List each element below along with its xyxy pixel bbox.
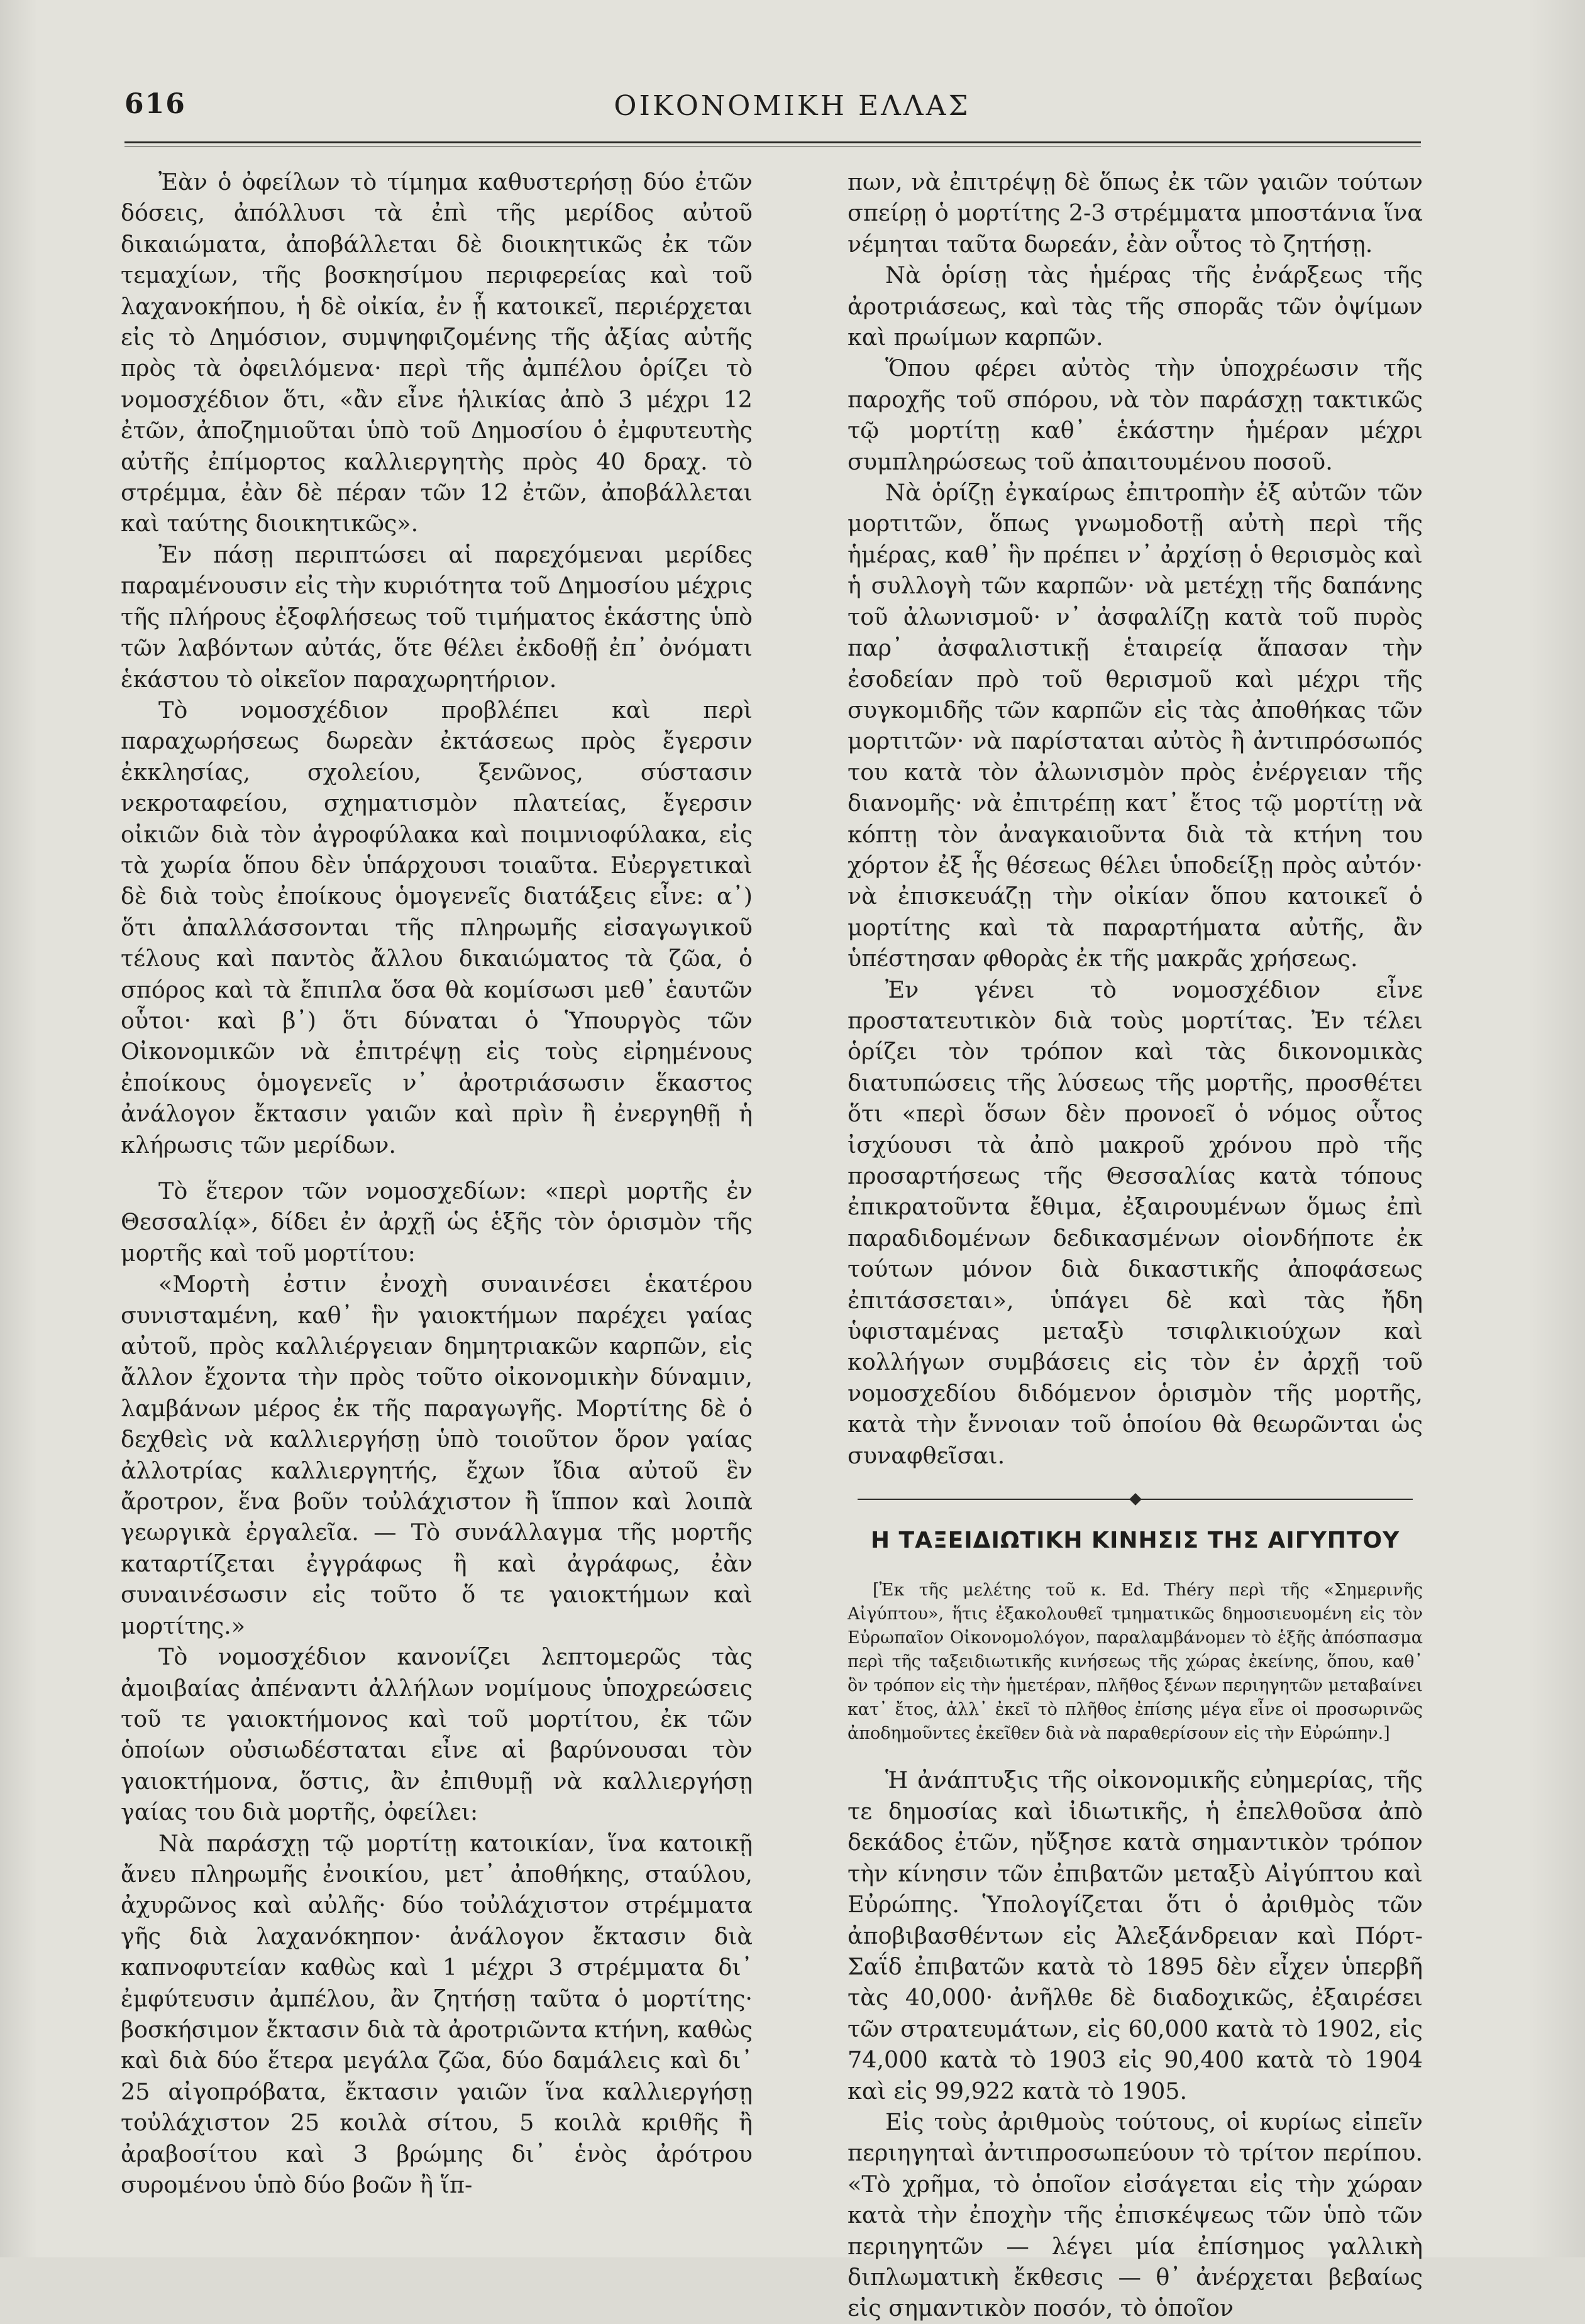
paragraph: Τὸ νομοσχέδιον προβλέπει καὶ περὶ παραχωρήσεως δωρεὰν ἐκτάσεως πρὸς ἔγερσιν ἐκκλησίας, σχολείου, ξενῶνος, σύστασιν νεκροταφείου, σχηματισμὸν πλατείας, ἔγερσιν οἰκιῶν διὰ τὸν ἀγροφύλακα καὶ ποιμνιοφύλακα, εἰς τὰ χωρία ὅπου δὲν ὑπάρχουσι τοιαῦτα. Εὐεργετικαὶ δὲ διὰ τοὺς ἐποίκους ὁμογενεῖς διατάξεις εἶνε: α᾽) ὅτι ἀπαλλάσσονται τῆς πληρωμῆς εἰσαγωγικοῦ τέλους καὶ παντὸς ἄλλου δικαιώματος τὰ ζῶα, ὁ σπόρος καὶ τὰ ἔπιπλα ὅσα θὰ κομίσωσι μεθ᾽ ἑαυτῶν οὗτοι· καὶ β᾽) ὅτι δύναται ὁ Ὑπουργὸς τῶν Οἰκονομικῶν νὰ ἐπιτρέψῃ εἰς τοὺς εἰρημένους ἐποίκους ὁμογενεῖς ν᾽ ἀροτριάσωσιν ἕκαστος ἀνάλογον ἔκτασιν γαιῶν καὶ πρὶν ἢ ἐνεργηθῇ ἡ κλήρωσις τῶν μερίδων.	[121, 696, 753, 1159]
quoted-definition: «Μορτὴ ἐστιν ἐνοχὴ συναινέσει ἑκατέρου συνισταμένη, καθ᾽ ἣν γαιοκτήμων παρέχει γαίας αὐτοῦ, πρὸς καλλιέργειαν δημητριακῶν καρπῶν, εἰς ἄλλον ἔχοντα τὴν πρὸς τοῦτο οἰκονομικὴν δύναμιν, λαμβάνων μέρος ἐκ τῆς παραγωγῆς. Μορτίτης δὲ ὁ δεχθεὶς νὰ καλλιεργήσῃ ὑπὸ τοιοῦτον ὅρον γαίας ἀλλοτρίας καλλιεργητής, ἔχων ἴδια αὐτοῦ ἓν ἄροτρον, ἕνα βοῦν τοὐλάχιστον ἢ ἵππον καὶ λοιπὰ γεωργικὰ ἐργαλεῖα. — Τὸ συνάλλαγμα τῆς μορτῆς καταρτίζεται ἐγγράφως ἢ καὶ ἀγράφως, ἐὰν συναινέσωσιν εἰς τοῦτο ὅ τε γαιοκτήμων καὶ μορτίτης.»	[121, 1270, 753, 1639]
left-column	[121, 167, 753, 2210]
paragraph: Ἐὰν ὁ ὀφείλων τὸ τίμημα καθυστερήσῃ δύο ἐτῶν δόσεις, ἀπόλλυσι τὰ ἐπὶ τῆς μερίδος αὐτοῦ δικαιώματα, ἀποβάλλεται δὲ διοικητικῶς ἐκ τῶν τεμαχίων, τῆς βοσκησίμου περιφερείας καὶ τοῦ λαχανοκήπου, ἡ δὲ οἰκία, ἐν ᾗ κατοικεῖ, περιέρχεται εἰς τὸ Δημόσιον, συμψηφιζομένης τῆς ἀξίας αὐτῆς πρὸς τὰ ὀφειλόμενα· περὶ τῆς ἀμπέλου ὁρίζει τὸ νομοσχέδιον ὅτι, «ἂν εἶνε ἡλικίας ἀπὸ 3 μέχρι 12 ἐτῶν, ἀποζημιοῦται ὑπὸ τοῦ Δημοσίου ὁ ἐμφυτευτὴς αὐτῆς ἐπίμορτος καλλιεργητὴς πρὸς 40 δραχ. τὸ στρέμμα, ἐὰν δὲ πέραν τῶν 12 ἐτῶν, ἀποβάλλεται καὶ ταύτης διοικητικῶς».	[121, 168, 753, 537]
paragraph: Νὰ ὁρίζῃ ἐγκαίρως ἐπιτροπὴν ἐξ αὐτῶν τῶν μορτιτῶν, ὅπως γνωμοδοτῇ αὐτὴ περὶ τῆς ἡμέρας, καθ᾽ ἣν πρέπει ν᾽ ἀρχίσῃ ὁ θερισμὸς καὶ ἡ συλλογὴ τῶν καρπῶν· νὰ μετέχῃ τῆς δαπάνης τοῦ ἀλωνισμοῦ· ν᾽ ἀσφαλίζῃ κατὰ τοῦ πυρὸς παρ᾽ ἀσφαλιστικῇ ἑταιρείᾳ ἅπασαν τὴν ἐσοδείαν πρὸ τοῦ θερισμοῦ καὶ μέχρι τῆς συγκομιδῆς τῶν καρπῶν εἰς τὰς ἀποθήκας τῶν μορτιτῶν· νὰ παρίσταται αὐτὸς ἢ ἀντιπρόσωπός του κατὰ τὸν ἀλωνισμὸν πρὸς ἐνέργειαν τῆς διανομῆς· νὰ ἐπιτρέπῃ κατ᾽ ἔτος τῷ μορτίτῃ νὰ κόπτῃ τὸν ἀναγκαιοῦντα διὰ τὰ κτήνη του χόρτον ἐξ ἧς θέσεως θέλει ὑποδείξῃ πρὸς αὐτόν· νὰ ἐπισκευάζῃ τὴν οἰκίαν ὅπου κατοικεῖ ὁ μορτίτης καὶ τὰ παραρτήματα αὐτῆς, ἂν ὑπέστησαν φθορὰς ἐκ τῆς μακρᾶς χρήσεως.	[848, 479, 1423, 972]
paragraph-continued: πων, νὰ ἐπιτρέψῃ δὲ ὅπως ἐκ τῶν γαιῶν τούτων σπείρῃ ὁ μορτίτης 2-3 στρέμματα μποστάνια ἵνα νέμηται ταῦτα δωρεάν, ἐὰν οὗτος τὸ ζητήσῃ.	[848, 168, 1423, 258]
paragraph: Νὰ παράσχῃ τῷ μορτίτῃ κατοικίαν, ἵνα κατοικῇ ἄνευ πληρωμῆς ἐνοικίου, μετ᾽ ἀποθήκης, σταύλου, ἀχυρῶνος καὶ αὐλῆς· δύο τοὐλάχιστον στρέμματα γῆς διὰ λαχανόκηπον· ἀνάλογον ἔκτασιν διὰ καπνοφυτείαν καθὼς καὶ 1 μέχρι 3 στρέμματα δι᾽ ἐμφύτευσιν ἀμπέλου, ἂν ζητήσῃ ταῦτα ὁ μορτίτης· βοσκήσιμον ἔκτασιν διὰ τὰ ἀροτριῶντα κτήνη, καθὼς καὶ διὰ δύο ἕτερα μεγάλα ζῶα, δύο δαμάλεις καὶ δι᾽ 25 αἰγοπρόβατα, ἔκτασιν γαιῶν ἵνα καλλιεργήσῃ τοὐλάχιστον 25 κοιλὰ σίτου, 5 κοιλὰ κριθῆς ἢ ἀραβοσίτου καὶ 3 βρώμης δι᾽ ἑνὸς ἀρότρου συρομένου ὑπὸ δύο βοῶν ἢ ἵπ-	[121, 1829, 753, 2198]
right-column	[848, 167, 1423, 2322]
paragraph: Ἐν γένει τὸ νομοσχέδιον εἶνε προστατευτικὸν διὰ τοὺς μορτίτας. Ἐν τέλει ὁρίζει τὸν τρόπον καὶ τὰς δικονομικὰς διατυπώσεις τῆς λύσεως τῆς μορτῆς, προσθέτει ὅτι «περὶ ὅσων δὲν προνοεῖ ὁ νόμος οὗτος ἰσχύουσι τὰ ἀπὸ μακροῦ χρόνου πρὸ τῆς προσαρτήσεως τῆς Θεσσαλίας κατὰ τόπους ἐπικρατοῦντα ἔθιμα, ἐξαιρουμένων ὅμως ἐπὶ παραδιδομένων δεδικασμένων οἱονδήποτε ἐκ τούτων μόνον διὰ δικαστικῆς ἀποφάσεως ἐπιτάσσεται», ὑπάγει δὲ καὶ τὰς ἤδη ὑφισταμένας μεταξὺ τσιφλικιούχων καὶ κολλήγων συμβάσεις εἰς τὸν ἐν ἀρχῇ τοῦ νομοσχεδίου διδόμενον ὁρισμὸν τῆς μορτῆς, κατὰ τὴν ἔννοιαν τοῦ ὁποίου θὰ θεωρῶνται ὡς συναφθεῖσαι.	[848, 976, 1423, 1469]
page-number: 616	[124, 88, 186, 120]
section-separator	[858, 1499, 1413, 1500]
paragraph: Τὸ ἕτερον τῶν νομοσχεδίων: «περὶ μορτῆς ἐν Θεσσαλίᾳ», δίδει ἐν ἀρχῇ ὡς ἑξῆς τὸν ὁρισμὸν τῆς μορτῆς καὶ τοῦ μορτίτου:	[121, 1177, 753, 1267]
running-title: ΟΙΚΟΝΟΜΙΚΗ ΕΛΛΑΣ	[614, 90, 971, 122]
separator-ornament	[1129, 1493, 1142, 1506]
paragraph: Νὰ ὁρίσῃ τὰς ἡμέρας τῆς ἐνάρξεως τῆς ἀροτριάσεως, καὶ τὰς τῆς σπορᾶς τῶν ὀψίμων καὶ πρωίμων καρπῶν.	[848, 262, 1423, 351]
paragraph: Τὸ νομοσχέδιον κανονίζει λεπτομερῶς τὰς ἀμοιβαίας ἀπέναντι ἀλλήλων νομίμους ὑποχρεώσεις τοῦ τε γαιοκτήμονος καὶ τοῦ μορτίτου, ἐκ τῶν ὁποίων οὐσιωδέσταται εἶνε αἱ βαρύνουσαι τὸν γαιοκτήμονα, ὅστις, ἂν ἐπιθυμῇ νὰ καλλιεργήσῃ γαίας του διὰ μορτῆς, ὀφείλει:	[121, 1643, 753, 1826]
header-rule	[124, 141, 1421, 146]
paragraph: Ὅπου φέρει αὐτὸς τὴν ὑποχρέωσιν τῆς παροχῆς τοῦ σπόρου, νὰ τὸν παράσχῃ τακτικῶς τῷ μορτίτῃ καθ᾽ ἑκάστην ἡμέραν μέχρι συμπληρώσεως τοῦ ἀπαιτουμένου ποσοῦ.	[848, 355, 1423, 475]
paragraph: Ἐν πάσῃ περιπτώσει αἱ παρεχόμεναι μερίδες παραμένουσιν εἰς τὴν κυριότητα τοῦ Δημοσίου μέχρις τῆς πλήρους ἐξοφλήσεως τοῦ τιμήματος ἑκάστης ὑπὸ τῶν λαβόντων αὐτάς, ὅτε θέλει ἐκδοθῇ ἐπ᾽ ὀνόματι ἑκάστου τὸ οἰκεῖον παραχωρητήριον.	[121, 541, 753, 693]
section-title: Η ΤΑΞΕΙΔΙΩΤΙΚΗ ΚΙΝΗΣΙΣ ΤΗΣ ΑΙΓΥΠΤΟΥ	[870, 1528, 1400, 1554]
paragraph: Ἡ ἀνάπτυξις τῆς οἰκονομικῆς εὐημερίας, τῆς τε δημοσίας καὶ ἰδιωτικῆς, ἡ ἐπελθοῦσα ἀπὸ δεκάδος ἐτῶν, ηὔξησε κατὰ σημαντικὸν τρόπον τὴν κίνησιν τῶν ἐπιβατῶν μεταξὺ Αἰγύπτου καὶ Εὐρώπης. Ὑπολογίζεται ὅτι ὁ ἀριθμὸς τῶν ἀποβιβασθέντων εἰς Ἀλεξάνδρειαν καὶ Πόρτ-Σαΐδ ἐπιβατῶν κατὰ τὸ 1895 δὲν εἶχεν ὑπερβῆ τὰς 40,000· ἀνῆλθε δὲ διαδοχικῶς, ἐξαιρέσει τῶν στρατευμάτων, εἰς 60,000 κατὰ τὸ 1902, εἰς 74,000 κατὰ τὸ 1903 εἰς 90,400 κατὰ τὸ 1904 καὶ εἰς 99,922 κατὰ τὸ 1905.	[848, 1766, 1423, 2105]
paragraph: Εἰς τοὺς ἀριθμοὺς τούτους, οἱ κυρίως εἰπεῖν περιηγηταὶ ἀντιπροσωπεύουν τὸ τρίτον περίπου. «Τὸ χρῆμα, τὸ ὁποῖον εἰσάγεται εἰς τὴν χώραν κατὰ τὴν ἐποχὴν τῆς ἐπισκέψεως τῶν ὑπὸ τῶν περιηγητῶν — λέγει μία ἐπίσημος γαλλικὴ διπλωματικὴ ἔκθεσις — θ᾽ ἀνέρχεται βεβαίως εἰς σημαντικὸν ποσόν, τὸ ὁποῖον	[848, 2108, 1423, 2322]
editorial-note: [Ἐκ τῆς μελέτης τοῦ κ. Ed. Théry περὶ τῆς «Σημερινῆς Αἰγύπτου», ἥτις ἐξακολουθεῖ τμηματικῶς δημοσιευομένη εἰς τὸν Εὐρωπαῖον Οἰκονομολόγον, παραλαμβάνομεν τὸ ἑξῆς ἀπόσπασμα περὶ τῆς ταξειδιωτικῆς κινήσεως τῆς χώρας ἐκείνης, ὅπου, καθ᾽ ὃν τρόπον εἰς τὴν ἡμετέραν, πλῆθος ξένων περιηγητῶν μεταβαίνει κατ᾽ ἔτος, ἀλλ᾽ ἐκεῖ τὸ πλῆθος ἐπίσης μέγα εἶνε οἱ προσωρινῶς ἀποδημοῦντες ἐκεῖθεν διὰ νὰ παραθερίσουν εἰς τὴν Εὐρώπην.]	[848, 1580, 1423, 1744]
